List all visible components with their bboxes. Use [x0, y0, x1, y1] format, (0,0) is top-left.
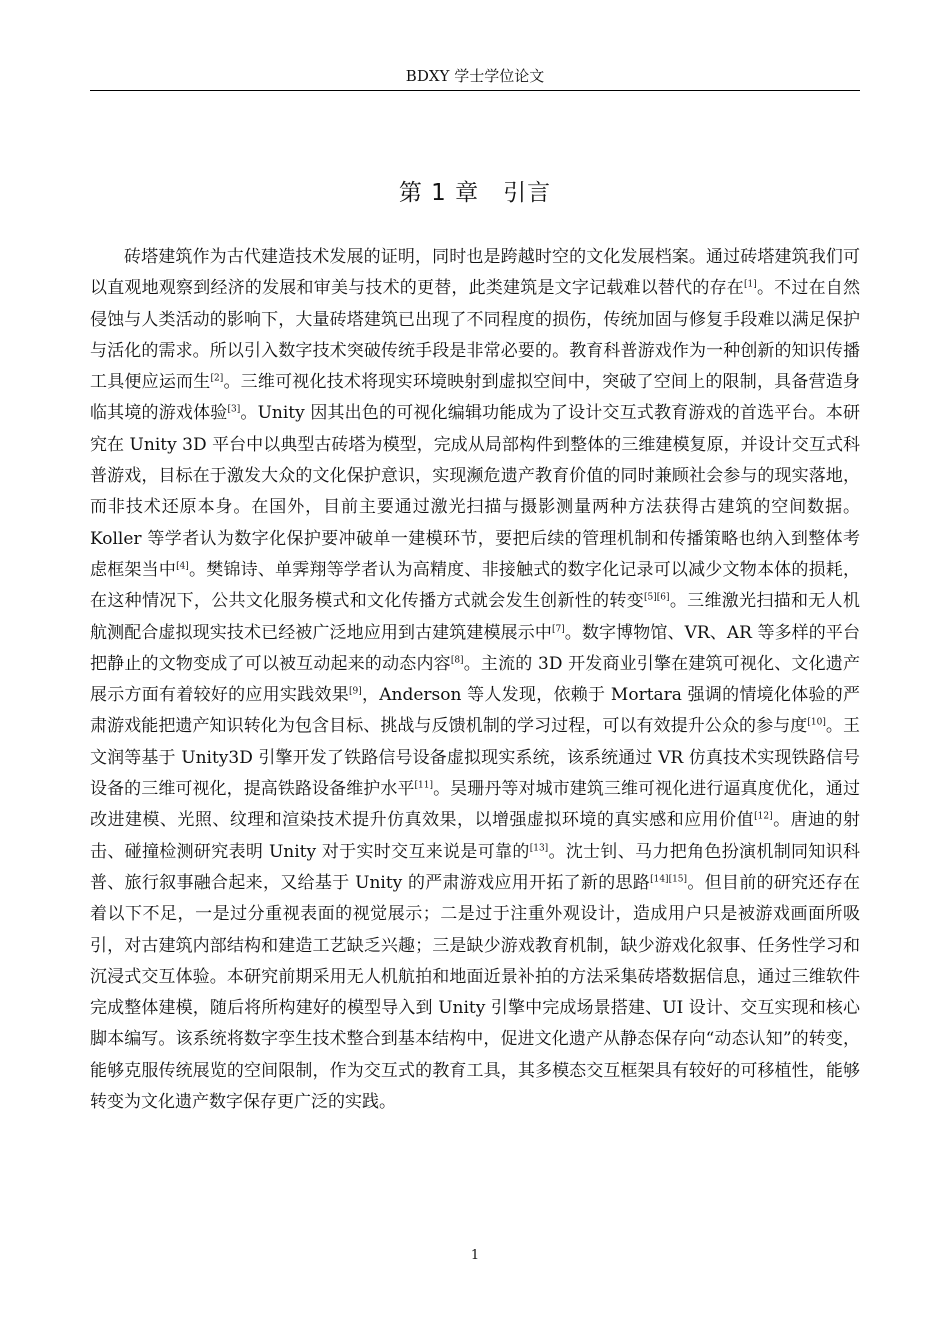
text-run: 。唐迪的射击、碰撞检测研究表明 Unity 对于实时交互来说是可靠的 — [90, 810, 861, 862]
page-number: 1 — [470, 1248, 480, 1263]
text-run: 。三维激光扫描和无人机航测配合虚拟现实技术已经被广泛地应用到古建筑建模展示中 — [90, 591, 860, 643]
chapter-heading — [90, 176, 860, 210]
citation: [4] — [176, 561, 189, 572]
citation: [1] — [744, 279, 757, 290]
text-run: 。数字博物馆、VR、AR 等多样的平台把静止的文物变成了可以被互动起来的动态内容 — [90, 622, 861, 674]
citation: [10] — [807, 717, 826, 728]
text-run: 。三维可视化技术将现实环境映射到虚拟空间中，突破了空间上的限制，具备营造身临其境的游戏体验 — [90, 372, 861, 424]
text-run: 。但目前的研究还存在着以下不足，一是过分重视表面的视觉展示；二是过于注重外观设计，造成用户只是被游戏画面所吸引，对古建筑内部结构和建造工艺缺乏兴趣；三是缺少游戏教育机制，缺少游戏化叙事、任务性学习和沉浸式交互体验。本研究前期采用无人机航拍和地面近景补拍的方法采集砖塔数据信息，通过三维软件完成整体建模，随后将所构建好的模型导入到 Unity 引擎中完成场景搭建、UI 设计、交互实现和核心脚本编写。该系统将数字孪生技术整合到基本结构中，促进文化遗产从静态保存向“动态认知”的转变，能够克服传统展览的空间限制，作为交互式的教育工具，其多模态交互框架具有较好的可移植性，能够转变为文化遗产数字保存更广泛的实践。 — [90, 872, 860, 1113]
citation: [7] — [551, 623, 565, 634]
chapter-title-text: 引言 — [503, 180, 552, 206]
text-run: 。吴珊丹等对城市建筑三维可视化进行逼真度优化，通过改进建模、光照、纹理和渲染技术提升仿真效果，以增强虚拟环境的真实感和应用价值 — [90, 779, 861, 831]
citation: [11] — [414, 780, 434, 791]
chapter-number: 第 1 章 — [398, 180, 480, 206]
text-run: 。不过在自然侵蚀与人类活动的影响下，大量砖塔建筑已出现了不同程度的损伤，传统加固与修复手段难以满足保护与活化的需求。所以引入数字技术突破传统手段是非常必要的。教育科普游戏作为一种创新的知识传播工具便应运而生 — [90, 278, 861, 393]
citation: [5][6] — [644, 592, 670, 603]
text-run: 砖塔建筑作为古代建造技术发展的证明，同时也是跨越时空的文化发展档案。通过砖塔建筑我们可以直观地观察到经济的发展和审美与技术的更替，此类建筑是文字记载难以替代的存在 — [90, 247, 860, 299]
running-header: BDXY 学士学位论文 — [405, 67, 545, 85]
citation: [9] — [348, 686, 362, 697]
header-rule — [90, 90, 860, 91]
citation: [8] — [450, 655, 464, 666]
text-run: 。主流的 3D 开发商业引擎在建筑可视化、文化遗产展示方面有着较好的应用实践效果 — [90, 653, 860, 706]
text-run: 。王文润等基于 Unity3D 引擎开发了铁路信号设备虚拟现实系统，该系统通过 VR 仿真技术实现铁路信号设备的三维可视化，提高铁路设备维护水平 — [90, 716, 861, 800]
citation: [2] — [210, 373, 224, 384]
introduction-paragraph — [90, 242, 860, 1118]
text-run: 。樊锦诗、单霁翔等学者认为高精度、非接触式的数字化记录可以减少文物本体的损耗，在这种情况下，公共文化服务模式和文化传播方式就会发生创新性的转变 — [90, 559, 861, 612]
citation: [13] — [529, 842, 549, 853]
text-run: ，Anderson 等人发现，依赖于 Mortara 强调的情境化体验的严肃游戏能把遗产知识转化为包含目标、挑战与反馈机制的学习过程，可以有效提升公众的参与度 — [90, 685, 860, 737]
citation: [14][15] — [650, 874, 688, 885]
text-run: 。Unity 因其出色的可视化编辑功能成为了设计交互式教育游戏的首选平台。本研究在 Unity 3D 平台中以典型古砖塔为模型，完成从局部构件到整体的三维建模复原，并设计交互式科普游戏，目标在于激发大众的文化保护意识，实现濒危遗产教育价值的同时兼顾社会参与的现实落地，而非技术还原本身。在国外，目前主要通过激光扫描与摄影测量两种方法获得古建筑的空间数据。Koller 等学者认为数字化保护要冲破单一建模环节，要把后续的管理机制和传播策略也纳入到整体考虑框架当中 — [90, 403, 860, 580]
citation: [12] — [754, 811, 773, 822]
text-run: 。沈士钊、马力把角色扮演机制同知识科普、旅行叙事融合起来，又给基于 Unity 的严肃游戏应用开拓了新的思路 — [90, 841, 860, 893]
citation: [3] — [227, 404, 241, 415]
